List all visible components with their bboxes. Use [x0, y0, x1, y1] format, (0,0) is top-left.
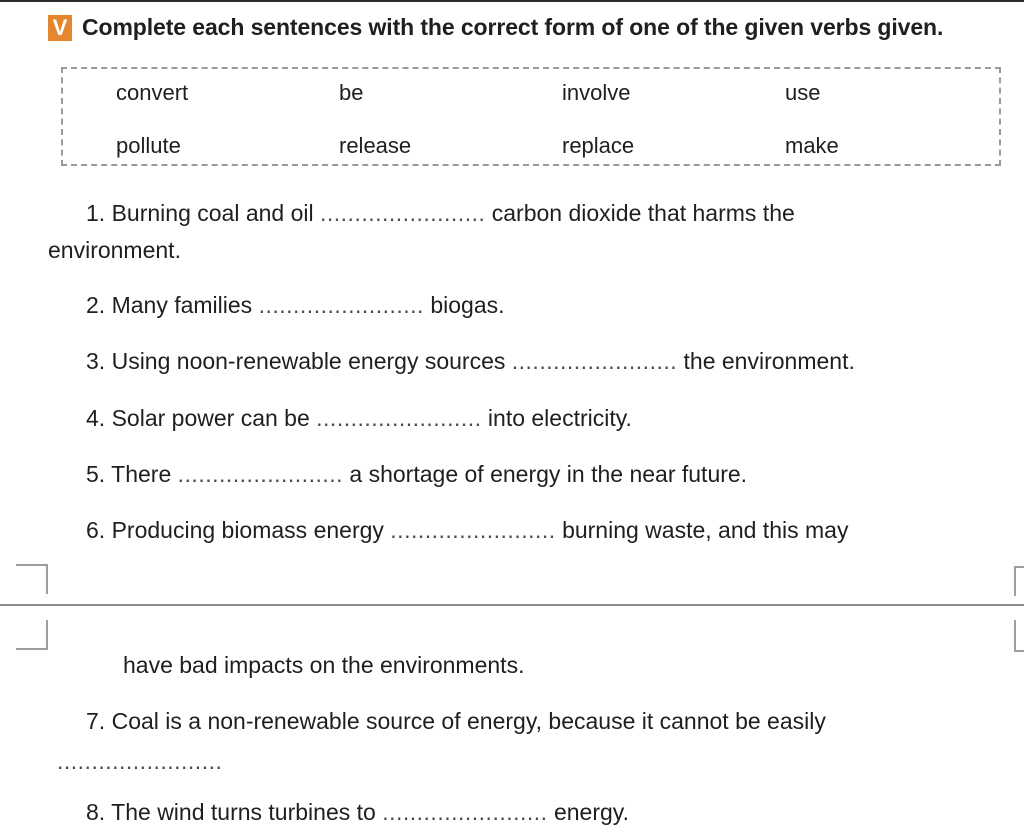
- question-5: [86, 461, 747, 488]
- answer-blank[interactable]: ........................: [382, 799, 548, 825]
- question-text-before: Coal is a non-renewable source of energy, because it cannot be easily: [111, 708, 826, 734]
- answer-blank[interactable]: ........................: [511, 348, 678, 374]
- word-involve: involve: [562, 80, 631, 105]
- question-7: [86, 708, 826, 735]
- question-8: [86, 799, 629, 826]
- answer-blank[interactable]: ........................: [57, 748, 223, 774]
- question-6: [86, 517, 848, 544]
- section-badge: V: [48, 15, 72, 41]
- question-text-before: Using noon-renewable energy sources: [111, 348, 506, 374]
- question-number: 6.: [86, 517, 106, 543]
- question-1: [86, 200, 795, 227]
- answer-blank[interactable]: ........................: [177, 461, 344, 487]
- question-text-after: burning waste, and this may: [562, 517, 849, 543]
- crop-mark-bottom-right: [1014, 620, 1024, 652]
- question-text-before: The wind turns turbines to: [111, 799, 376, 825]
- word-be: be: [339, 80, 364, 105]
- question-6-continuation: have bad impacts on the environments.: [123, 652, 525, 678]
- question-number: 1.: [86, 200, 106, 226]
- page-break-line: [0, 604, 1024, 606]
- crop-mark-top-left: [16, 564, 48, 594]
- question-number: 4.: [86, 405, 106, 431]
- section-instruction: Complete each sentences with the correct form of one of the given verbs given.: [82, 14, 944, 40]
- question-number: 5.: [86, 461, 106, 487]
- word-box: [61, 67, 1001, 166]
- question-3: [86, 348, 855, 375]
- section-header: [48, 14, 943, 41]
- question-text-before: Producing biomass energy: [111, 517, 384, 543]
- question-4: [86, 405, 632, 432]
- answer-blank[interactable]: ........................: [316, 405, 482, 431]
- question-text-after: the environment.: [683, 348, 855, 374]
- question-text-after: energy.: [553, 799, 629, 825]
- question-number: 2.: [86, 292, 106, 318]
- word-pollute: pollute: [116, 133, 181, 158]
- answer-blank[interactable]: ........................: [390, 517, 556, 543]
- word-convert: convert: [116, 80, 189, 105]
- question-number: 7.: [86, 708, 106, 734]
- question-text-before: Many families: [111, 292, 253, 318]
- word-use: use: [785, 80, 821, 105]
- top-rule: [0, 0, 1024, 2]
- word-release: release: [339, 133, 412, 158]
- question-2: [86, 292, 505, 319]
- answer-blank[interactable]: ........................: [320, 200, 486, 226]
- answer-blank[interactable]: ........................: [258, 292, 424, 318]
- crop-mark-bottom-left: [16, 620, 48, 650]
- question-text-after: a shortage of energy in the near future.: [349, 461, 748, 487]
- word-replace: replace: [562, 133, 635, 158]
- question-number: 3.: [86, 348, 106, 374]
- question-text-after: biogas.: [430, 292, 505, 318]
- question-text-after: carbon dioxide that harms the: [491, 200, 795, 226]
- question-text-before: There: [111, 461, 172, 487]
- crop-mark-top-right: [1014, 566, 1024, 596]
- question-number: 8.: [86, 799, 106, 825]
- word-make: make: [785, 133, 839, 158]
- question-text-after: into electricity.: [487, 405, 632, 431]
- question-text-before: Burning coal and oil: [111, 200, 314, 226]
- question-text-before: Solar power can be: [111, 405, 310, 431]
- question-1-continuation: environment.: [48, 237, 181, 263]
